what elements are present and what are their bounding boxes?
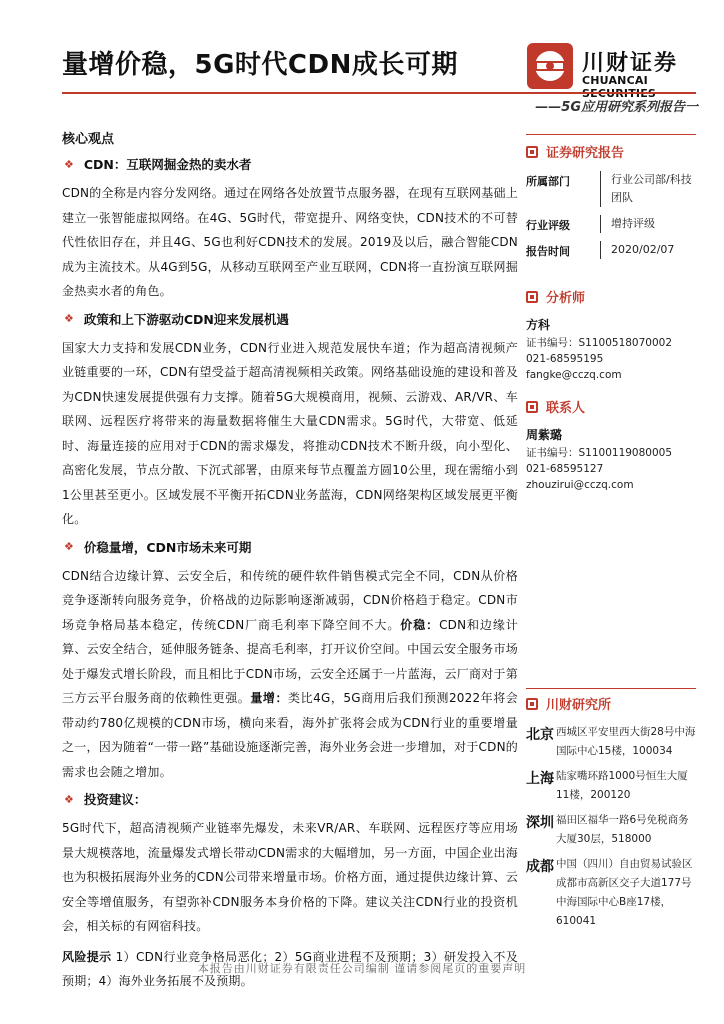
sidebar-divider bbox=[526, 688, 696, 689]
section-paragraph: CDN的全称是内容分发网络。通过在网络各处放置节点服务器，在现有互联网基础上建立一张智能虚拟网络。在4G、5G时代，带宽提升、网络变快，CDN技术的不可替代性依旧存在，并且4G、5G也利好CDN技术的发展。2019及以后，融合智能CDN成为主流技术。从4G到5G，从移动互联网至产业互联网，CDN将一直扮演互联网掘金热卖水者的角色。 bbox=[62, 186, 518, 298]
report-subtitle: ——5G应用研究系列报告一 bbox=[535, 100, 698, 115]
paragraph-text: 类比4G，5G商用后我们预测2022年将会带动约780亿规模的CDN市场，横向来看，海外扩张将会成为CDN行业的重要增量之一，因为随着“一带一路”基础设施逐渐完善，海外业务会进一步增加，对于CDN的需求也会随之增加。 bbox=[62, 691, 518, 779]
header-divider bbox=[62, 92, 696, 94]
chuancai-logo-icon bbox=[526, 42, 574, 90]
paragraph-text: CDN和边缘计算、云安全结合，延伸服务链条、提高毛利率，打开议价空间。中国云安全服务市场处于爆发式增长阶段，而且相比于CDN市场，云安全还属于一片蓝海，云厂商对于第三方云平台服务商的依赖性更强。 bbox=[62, 617, 518, 705]
paragraph-text: CDN结合边缘计算、云安全后，和传统的硬件软件销售模式完全不同，CDN从价格竞争逐渐转向服务竞争，价格战的边际影响逐渐减弱，CDN价格趋于稳定。CDN市场竞争格局基本稳定，传统CDN厂商毛利率下降空间不大。 bbox=[62, 568, 518, 632]
office-entry bbox=[526, 767, 696, 805]
sidebar-heading-text: 证券研究报告 bbox=[546, 146, 625, 161]
contact-email[interactable]: zhouzirui@cczq.com bbox=[526, 479, 634, 491]
sidebar-heading-analyst bbox=[526, 287, 696, 306]
section-square-icon bbox=[526, 401, 538, 413]
core-views-title: 核心观点 bbox=[62, 132, 115, 147]
contact-name: 周紫璐 bbox=[526, 428, 563, 442]
office-address: 福田区福华一路6号免税商务大厦30层，518000 bbox=[556, 814, 689, 845]
sidebar-heading-text: 分析师 bbox=[546, 291, 586, 306]
info-label: 所属部门 bbox=[526, 175, 570, 188]
analyst-phone: 021-68595195 bbox=[526, 353, 604, 365]
info-value: 行业公司部/科技团队 bbox=[600, 171, 696, 207]
paragraph-bold-label: 价稳： bbox=[400, 617, 440, 632]
office-address: 西城区平安里西大街28号中海国际中心15楼，100034 bbox=[556, 726, 696, 757]
office-address: 中国（四川）自由贸易试验区成都市高新区交子大道177号中海国际中心B座17楼，610041 bbox=[556, 858, 693, 927]
info-value: 2020/02/07 bbox=[600, 241, 696, 259]
office-city: 成都 bbox=[526, 859, 554, 875]
section-heading bbox=[62, 155, 518, 173]
company-logo bbox=[526, 42, 696, 92]
contact-phone: 021-68595127 bbox=[526, 463, 604, 475]
office-city: 北京 bbox=[526, 727, 554, 743]
section-heading-text: 价稳量增，CDN市场未来可期 bbox=[83, 539, 252, 555]
office-address: 陆家嘴环路1000号恒生大厦11楼，200120 bbox=[556, 770, 688, 801]
section-heading bbox=[62, 790, 518, 808]
analyst-cert: 证书编号：S1100518070002 bbox=[526, 337, 673, 349]
info-value: 增持评级 bbox=[600, 215, 696, 233]
contact-cert: 证书编号：S1100119080005 bbox=[526, 447, 673, 459]
section-paragraph bbox=[62, 564, 518, 785]
report-title: 量增价稳，5G时代CDN成长可期 bbox=[62, 50, 458, 80]
core-views-column bbox=[62, 128, 518, 1000]
diamond-bullet-icon: ❖ bbox=[64, 157, 74, 171]
section-heading-text: CDN：互联网掘金热的卖水者 bbox=[83, 157, 252, 172]
sidebar-heading-contact bbox=[526, 397, 696, 416]
analyst-name: 方科 bbox=[526, 318, 551, 332]
section-heading-text: 政策和上下游驱动CDN迎来发展机遇 bbox=[83, 311, 289, 327]
page-footer: 本报告由川财证券有限责任公司编制 谨请参阅尾页的重要声明 bbox=[197, 962, 527, 975]
section-square-icon bbox=[526, 291, 538, 303]
risk-text: 1）CDN行业竞争格局恶化；2）5G商业进程不及预期；3）研发投入不及预期；4）海外业务拓展不及预期。 bbox=[62, 949, 518, 988]
logo-chinese-name: 川财证券 bbox=[582, 51, 679, 76]
sidebar-heading-text: 联系人 bbox=[546, 401, 586, 416]
section-heading bbox=[62, 538, 518, 556]
section-heading-text: 投资建议： bbox=[83, 792, 147, 807]
sidebar-heading-institute bbox=[526, 694, 696, 713]
section-square-icon bbox=[526, 146, 538, 158]
info-label: 报告时间 bbox=[526, 245, 570, 258]
institute-block bbox=[526, 694, 696, 937]
info-row bbox=[526, 171, 696, 207]
office-entry bbox=[526, 723, 696, 761]
paragraph-bold-label: 量增： bbox=[250, 691, 289, 705]
sidebar-heading-report bbox=[526, 142, 696, 161]
diamond-bullet-icon: ❖ bbox=[64, 312, 74, 325]
office-entry bbox=[526, 811, 696, 849]
sidebar bbox=[526, 134, 696, 493]
analyst-email[interactable]: fangke@cczq.com bbox=[526, 369, 622, 381]
sidebar-heading-text: 川财研究所 bbox=[546, 698, 612, 713]
section-paragraph: 国家大力支持和发展CDN业务，CDN行业进入规范发展快车道；作为超高清视频产业链重要的一环，CDN有望受益于超高清视频相关政策。网络基础设施的建设和普及为CDN快速发展提供强有力支撑。随着5G大规模商用，视频、云游戏、AR/VR、车联网、远程医疗将带来的海量数据将催生大量CDN需求。5G时代，大带宽、低延时、海量连接的应用对于CDN的需求爆发，将推动CDN技术不断升级，向小型化、高密化发展，节点分散、下沉式部署，由原来每节点覆盖方圆10公里，现在需缩小到1公里甚至更小。区域发展不平衡开拓CDN业务蓝海，CDN网络架构区域发展更平衡化。 bbox=[62, 340, 518, 526]
office-city: 深圳 bbox=[526, 815, 554, 831]
diamond-bullet-icon: ❖ bbox=[64, 540, 74, 553]
section-heading bbox=[62, 310, 518, 328]
section-square-icon bbox=[526, 698, 538, 710]
office-city: 上海 bbox=[526, 771, 554, 787]
logo-english-name: CHUANCAI bbox=[582, 74, 648, 87]
info-row bbox=[526, 241, 696, 259]
info-row bbox=[526, 215, 696, 233]
office-entry bbox=[526, 855, 696, 931]
diamond-bullet-icon: ❖ bbox=[64, 792, 74, 806]
info-label: 行业评级 bbox=[526, 219, 570, 232]
risk-label: 风险提示 bbox=[62, 949, 112, 964]
section-paragraph: 5G时代下，超高清视频产业链率先爆发，未来VR/AR、车联网、远程医疗等应用场景大规模落地，流量爆发式增长带动CDN需求的大幅增加，另一方面，中国企业出海也为积极拓展海外业务的CDN公司带来增量市场。价格方面，通过提供边缘计算、云安全等增值服务，有望弥补CDN服务本身价格的下降。建议关注CDN行业的投资机会，相关标的有网宿科技。 bbox=[62, 821, 518, 933]
